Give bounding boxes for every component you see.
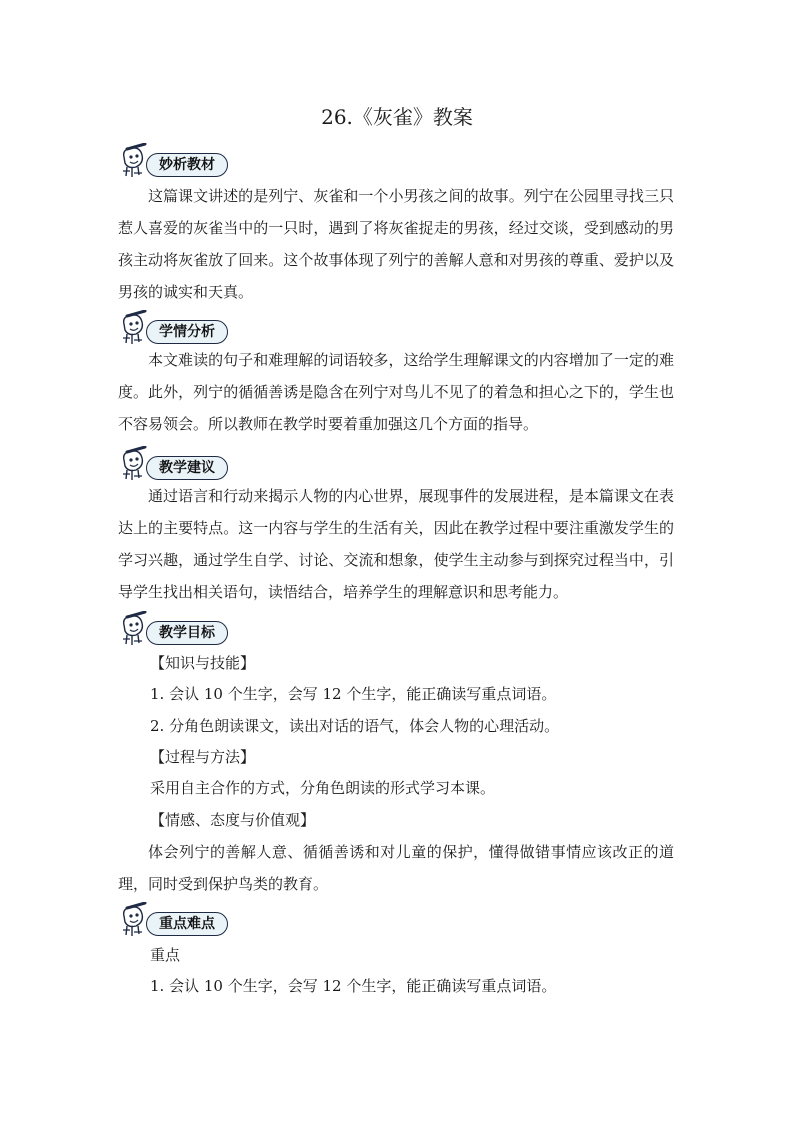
section-header-goals bbox=[118, 611, 268, 647]
page-title: 26.《灰雀》教案 bbox=[321, 105, 473, 129]
section-header-situation bbox=[118, 310, 268, 346]
situation-paragraph: 本文难读的句子和难理解的词语较多，这给学生理解课文的内容增加了一定的难度。此外，列宁的循循善诱是隐含在列宁对鸟儿不见了的着急和担心之下的，学生也不容易领会。所以教师在教学时要着重加强这几个方面的指导。 bbox=[118, 351, 674, 433]
process-text: 采用自主合作的方式，分角色朗读的形式学习本课。 bbox=[150, 779, 496, 797]
section-header-analysis bbox=[118, 143, 268, 179]
section-label: 学情分析 bbox=[146, 320, 228, 344]
knowledge-item-1: 1. 会认 10 个生字，会写 12 个生字，能正确读写重点词语。 bbox=[150, 685, 557, 703]
knowledge-heading: 【知识与技能】 bbox=[150, 654, 256, 672]
section-label: 教学建议 bbox=[146, 456, 228, 480]
key-points-heading: 重点 bbox=[150, 946, 181, 964]
emotion-heading: 【情感、态度与价值观】 bbox=[150, 811, 316, 829]
section-label: 教学目标 bbox=[146, 621, 228, 645]
suggestion-paragraph: 通过语言和行动来揭示人物的内心世界，展现事件的发展进程，是本篇课文在表达上的主要特点。这一内容与学生的生活有关，因此在教学过程中要注重激发学生的学习兴趣，通过学生自学、讨论、交流和想象，使学生主动参与到探究过程当中，引导学生找出相关语句，读悟结合，培养学生的理解意识和思考能力。 bbox=[118, 487, 674, 601]
section-header-suggestion bbox=[118, 446, 268, 482]
section-label: 重点难点 bbox=[146, 912, 228, 936]
section-header-key-points bbox=[118, 902, 268, 938]
key-points-item-1: 1. 会认 10 个生字，会写 12 个生字，能正确读写重点词语。 bbox=[150, 977, 557, 995]
section-label: 妙析教材 bbox=[146, 153, 228, 177]
process-heading: 【过程与方法】 bbox=[150, 748, 256, 766]
knowledge-item-2: 2. 分角色朗读课文，读出对话的语气，体会人物的心理活动。 bbox=[150, 717, 560, 735]
analysis-paragraph: 这篇课文讲述的是列宁、灰雀和一个小男孩之间的故事。列宁在公园里寻找三只惹人喜爱的灰雀当中的一只时，遇到了将灰雀捉走的男孩，经过交谈，受到感动的男孩主动将灰雀放了回来。这个故事体现了列宁的善解人意和对男孩的尊重、爱护以及男孩的诚实和天真。 bbox=[118, 187, 674, 301]
emotion-text: 体会列宁的善解人意、循循善诱和对儿童的保护，懂得做错事情应该改正的道理，同时受到保护鸟类的教育。 bbox=[118, 843, 674, 893]
